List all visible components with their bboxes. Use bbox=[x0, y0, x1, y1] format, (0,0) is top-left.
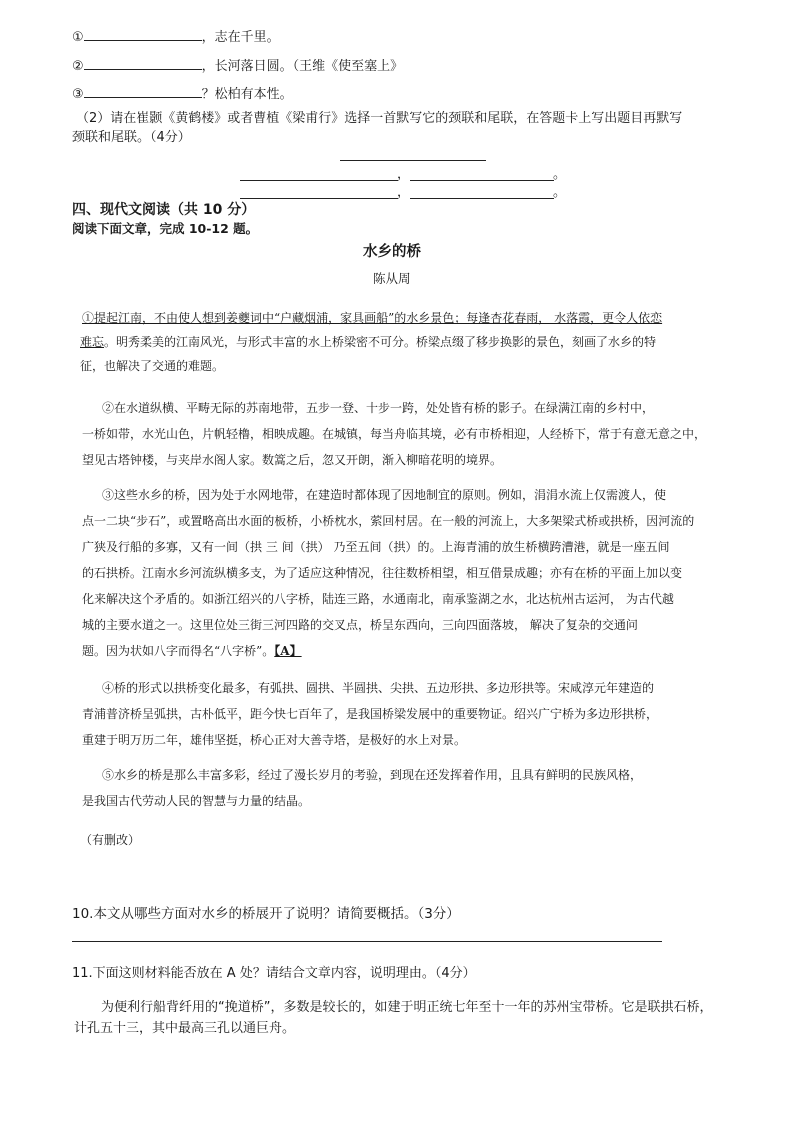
comma: ， bbox=[397, 185, 411, 200]
p3-line: 化来解决这个矛盾的。如浙江绍兴的八字桥，陆连三路，水通南北，南承鉴湖之水，北达杭州古运河， 为古代越 bbox=[82, 592, 674, 606]
q2-prompt-line1: （2）请在崔颢《黄鹤楼》或者曹植《梁甫行》选择一首默写它的颈联和尾联，在答题卡上写出题目再默写 bbox=[76, 111, 683, 126]
p1-underlined: 难忘 bbox=[80, 335, 105, 349]
p5-line: 是我国古代劳动人民的智慧与力量的结晶。 bbox=[82, 794, 311, 808]
answer-title-line[interactable] bbox=[340, 160, 486, 161]
marker-a: 【A】 bbox=[274, 644, 302, 658]
answer-blank[interactable] bbox=[84, 84, 202, 98]
p4-line: 重建于明万历二年，雄伟坚挺，桥心正对大善寺塔，是极好的水上对景。 bbox=[82, 733, 467, 747]
section-instruction: 阅读下面文章，完成 10-12 题。 bbox=[72, 221, 259, 236]
paragraph-2 bbox=[82, 402, 722, 480]
paragraph-5 bbox=[82, 769, 722, 821]
answer-blank[interactable] bbox=[84, 56, 202, 70]
answer-line[interactable] bbox=[410, 180, 554, 181]
p2-line: 一桥如带，水光山色，片帆轻橹，相映成趣。在城镇，每当舟临其境，必有市桥相迎，人经桥下，常于有意无意之中， bbox=[82, 427, 707, 441]
p3-line: 广狭及行船的多寡，又有一间（拱 三 间（拱） 乃至五间（拱）的。上海青浦的放生桥横跨漕港，就是一座五间 bbox=[82, 540, 670, 554]
p3-line-last bbox=[82, 645, 722, 671]
answer-line[interactable] bbox=[240, 198, 398, 199]
p1-line-3: 征，也解决了交通的难题。 bbox=[80, 359, 225, 373]
comma: ， bbox=[397, 167, 411, 182]
revision-note: （有删改） bbox=[80, 833, 141, 847]
material-line-2: 计孔五十三，其中最高三孔以通巨舟。 bbox=[74, 1021, 296, 1036]
q10-answer-line[interactable] bbox=[72, 941, 662, 942]
period: 。 bbox=[553, 167, 567, 182]
item-number: ② bbox=[72, 59, 84, 74]
answer-line[interactable] bbox=[410, 198, 554, 199]
period: 。 bbox=[553, 185, 567, 200]
p1-text: 。明秀柔美的江南风光，与形式丰富的水上桥梁密不可分。桥梁点缀了移步换影的景色，刻画了水乡的特 bbox=[104, 335, 657, 349]
p3-text: 题。因为状如八字而得名“八字桥”。 bbox=[82, 644, 275, 658]
p4-line: 青浦普济桥呈弧拱，古朴低平，距今快七百年了，是我国桥梁发展中的重要物证。绍兴广宁桥为多边形拱桥， bbox=[82, 707, 659, 721]
material-line-1: 为便利行船背纤用的“挽道桥”，多数是较长的，如建于明正统七年至十一年的苏州宝带桥。它是联拱石桥， bbox=[101, 1000, 713, 1015]
p2-line: ②在水道纵横、平畴无际的苏南地带，五步一登、十步一跨，处处皆有桥的影子。在绿满江南的乡村中， bbox=[102, 401, 655, 415]
answer-blank[interactable] bbox=[84, 27, 202, 41]
p1-line-2 bbox=[80, 336, 720, 360]
p1-line-1: ①提起江南，不由使人想到姜夔词中“户藏烟浦，家具画船”的水乡景色；每逢杏花春雨， 水落霞，更令人依恋 bbox=[82, 311, 663, 325]
p3-line: 城的主要水道之一。这里位处三街三河四路的交叉点，桥呈东西向，三向四面落坡， 解决了复杂的交通问 bbox=[82, 618, 638, 632]
item-text: ？松柏有本性。 bbox=[201, 87, 293, 102]
fill-item-2 bbox=[72, 56, 403, 75]
q2-prompt-line2: 颈联和尾联。（4分） bbox=[72, 130, 191, 145]
item-text: ，志在千里。 bbox=[201, 30, 280, 45]
p3-line: 的石拱桥。江南水乡河流纵横多支，为了适应这种情况，往往数桥相望，相互借景成趣；亦有在桥的平面上加以变 bbox=[82, 566, 683, 580]
item-number: ③ bbox=[72, 87, 84, 102]
fill-item-3 bbox=[72, 84, 293, 103]
paragraph-3 bbox=[82, 489, 722, 671]
p4-line: ④桥的形式以拱桥变化最多，有弧拱、圆拱、半圆拱、尖拱、五边形拱、多边形拱等。宋咸淳元年建造的 bbox=[102, 681, 655, 695]
p2-line: 望见古塔钟楼，与夹岸水阁人家。数篙之后，忽又开朗，渐入柳暗花明的境界。 bbox=[82, 453, 503, 467]
fill-item-1 bbox=[72, 27, 280, 46]
question-10: 10.本文从哪些方面对水乡的桥展开了说明？请简要概括。（3分） bbox=[72, 906, 460, 922]
p3-line: ③这些水乡的桥，因为处于水网地带，在建造时都体现了因地制宜的原则。例如，涓涓水流上仅需渡人，使 bbox=[102, 488, 667, 502]
paragraph-4 bbox=[82, 682, 722, 760]
article-title: 水乡的桥 bbox=[363, 244, 421, 260]
p5-line: ⑤水乡的桥是那么丰富多彩，经过了漫长岁月的考验，到现在还发挥着作用，且具有鲜明的民族风格， bbox=[102, 768, 643, 782]
answer-line[interactable] bbox=[240, 180, 398, 181]
question-11: 11.下面这则材料能否放在 A 处？请结合文章内容，说明理由。（4分） bbox=[72, 966, 476, 981]
paragraph-1 bbox=[80, 312, 720, 384]
article-author: 陈从周 bbox=[373, 271, 411, 286]
item-number: ① bbox=[72, 30, 84, 45]
p3-line: 点一二块“步石”，或置略高出水面的板桥，小桥枕水，萦回村居。在一般的河流上，大多架梁式桥或拱桥，因河流的 bbox=[82, 514, 695, 528]
section-heading: 四、现代文阅读（共 10 分） bbox=[72, 202, 256, 218]
item-text: ，长河落日圆。（王维《使至塞上》 bbox=[201, 59, 404, 74]
